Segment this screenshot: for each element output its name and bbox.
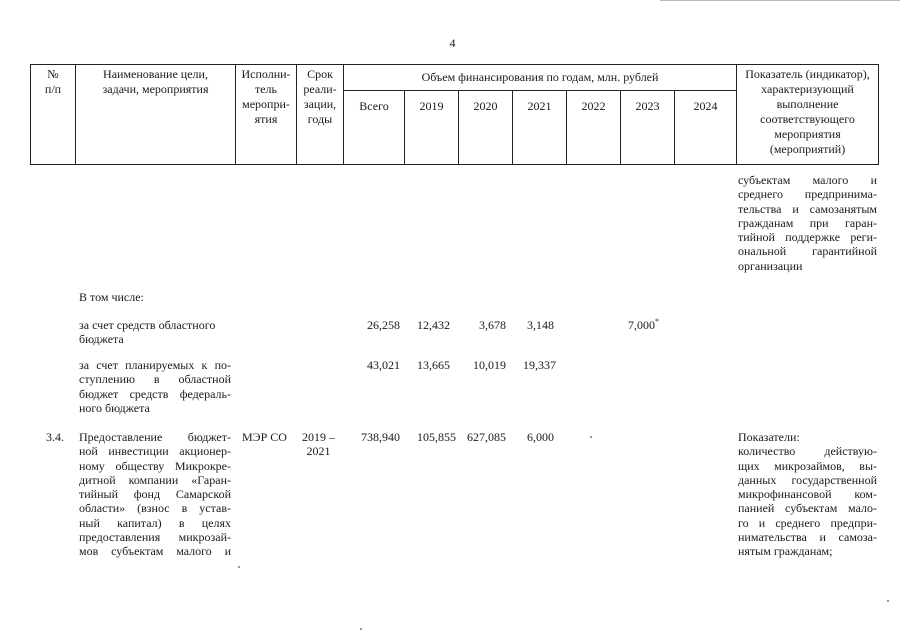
header-year-2022: 2022	[567, 91, 621, 165]
row-34-indicator: Показатели: количество действую- щих микрозаймов, вы- данных государственной микрофинансовой ком- панией субъектам мало- го и среднего предпри- нимательства и самоза- нятым гражданам;	[738, 430, 877, 559]
page-number: 4	[449, 36, 456, 50]
row-34-term: 2019 – 2021	[302, 430, 335, 459]
row-federal-2020: 10,019	[473, 358, 506, 372]
row-regional-label: за счет средств областного бюджета	[79, 318, 216, 347]
row-34-num: 3.4.	[46, 430, 64, 444]
including-label: В том числе:	[79, 290, 144, 304]
table-header	[30, 64, 879, 165]
scan-speck	[887, 600, 889, 602]
row-regional-2023-value: 7,000	[628, 318, 655, 332]
header-year-total: Всего	[344, 91, 405, 165]
header-col-executor: Исполни- тель меропри- ятия	[236, 65, 297, 165]
header-col-name: Наименование цели, задачи, мероприятия	[76, 65, 236, 165]
row-federal-2021: 19,337	[523, 358, 556, 372]
header-year-2024: 2024	[675, 91, 737, 165]
row-34-2019: 105,855	[417, 430, 456, 444]
row-federal-total: 43,021	[367, 358, 400, 372]
row-regional-total: 26,258	[367, 318, 400, 332]
row-34-name: Предоставление бюджет- ной инвестиции акционер- ному обществу Микрокре- дитной компании «Гаран- тийный фонд Самарской области» (взнос в устав- ный капитал) в целях предоставления микрозай- мов субъектам малого и	[79, 430, 231, 559]
footnote-marker: *	[655, 317, 659, 326]
row-federal-2019: 13,665	[417, 358, 450, 372]
header-year-2019: 2019	[405, 91, 459, 165]
header-col-indicator: Показатель (индикатор), характеризующий выполнение соответствующего мероприятия (мероприятий)	[737, 65, 879, 165]
header-year-2020: 2020	[459, 91, 513, 165]
scan-edge-line	[660, 0, 900, 1]
row-34-2020: 627,085	[467, 430, 506, 444]
scan-speck	[590, 436, 592, 438]
row-regional-2023	[628, 318, 659, 332]
header-year-2021: 2021	[513, 91, 567, 165]
scan-speck	[238, 566, 240, 568]
row-regional-2019: 12,432	[417, 318, 450, 332]
header-col-num: № п/п	[31, 65, 76, 165]
row-34-total: 738,940	[361, 430, 400, 444]
scan-speck	[360, 628, 362, 630]
row-34-executor: МЭР СО	[242, 430, 287, 444]
header-col-term: Срок реали- зации, годы	[297, 65, 344, 165]
row-federal-label: за счет планируемых к по- ступлению в областной бюджет средств федераль- ного бюджета	[79, 358, 231, 415]
row-34-2021: 6,000	[527, 430, 554, 444]
row-regional-2020: 3,678	[479, 318, 506, 332]
row-regional-2021: 3,148	[527, 318, 554, 332]
continuation-indicator-text: субъектам малого и среднего предпринима- тельства и самозанятым гражданам при гаран- тийной поддержке реги- ональной гарантийной организации	[738, 173, 877, 273]
header-year-2023: 2023	[621, 91, 675, 165]
header-col-funding: Объем финансирования по годам, млн. рублей	[344, 65, 737, 91]
